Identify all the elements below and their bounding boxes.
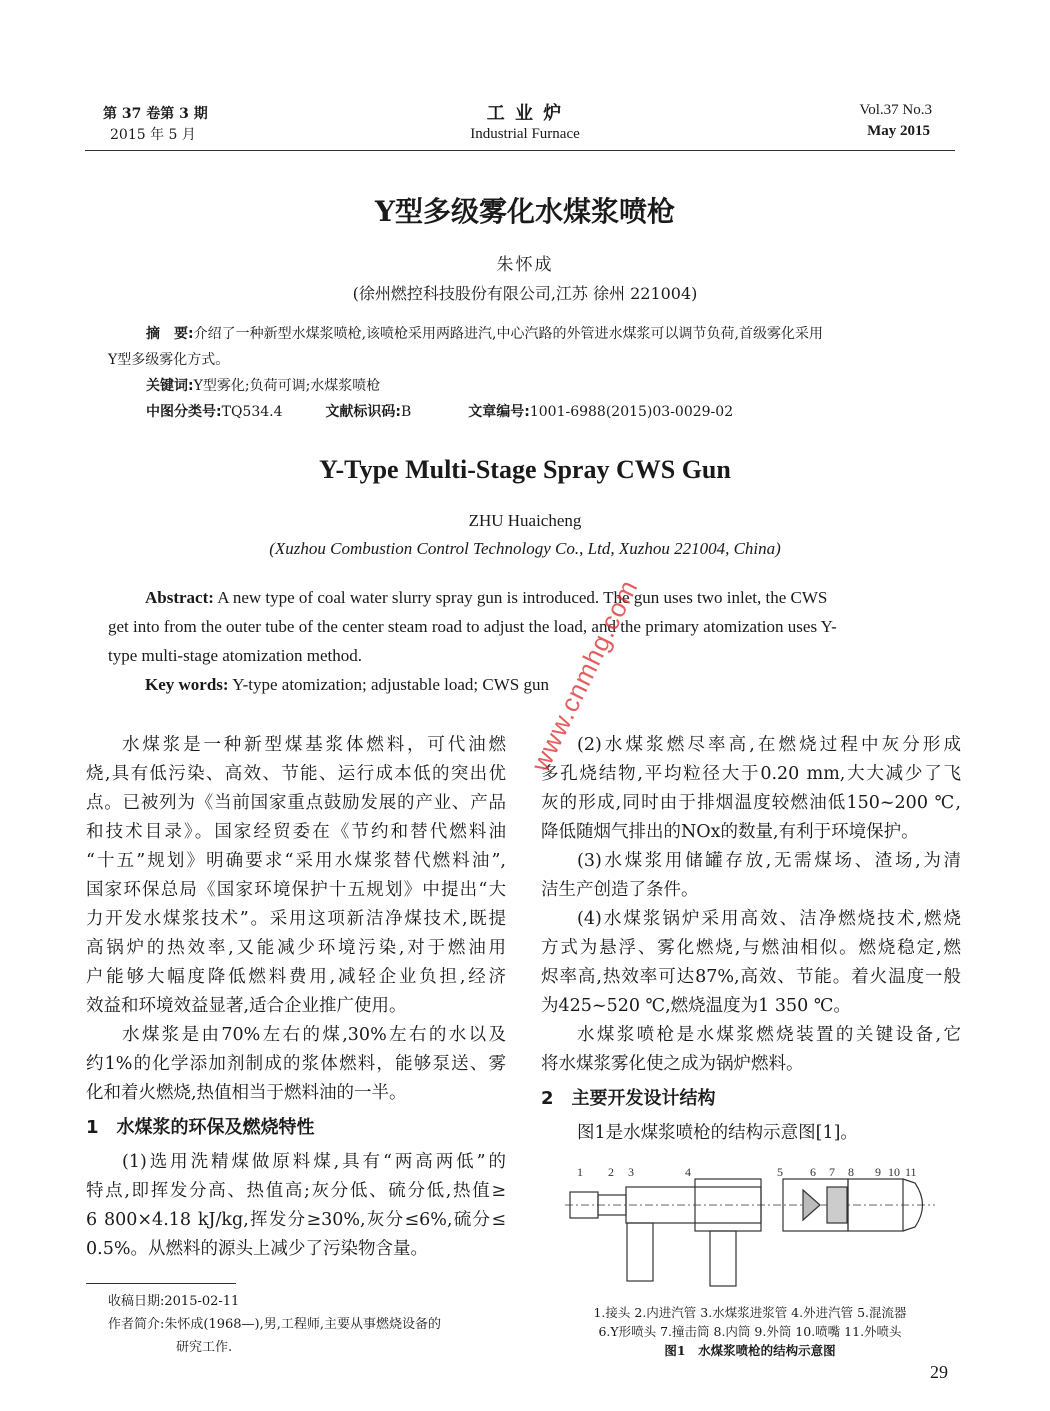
abstract-en [108,583,938,699]
text-line: “十五”规划》明确要求“采用水煤浆替代燃料油”, [86,851,506,871]
figure-spray-gun-diagram [565,1165,935,1305]
figure-part-label: 9 [875,1165,881,1179]
text-line: 户能够大幅度降低燃料费用,减轻企业负担,经济 [86,967,506,987]
figure-legend-line-1: 1.接头 2.内进汽管 3.水煤浆进浆管 4.外进汽管 5.混流器 [593,1305,907,1320]
abstract-label: 摘 要: [146,326,194,342]
figure-part-label: 2 [608,1165,614,1179]
text-line: 高锅炉的热效率,又能减少环境污染,对于燃油用 [86,938,506,958]
text-line: (1)选用洗精煤做原料煤,具有“两高两低”的 [122,1152,506,1172]
text-line: 洁生产创造了条件。 [541,880,699,900]
left-column [86,731,506,1264]
abstract-en-label: Abstract: [145,588,214,607]
figure-legend [545,1303,955,1360]
text-line: 特点,即挥发分高、热值高;灰分低、硫分低,热值≥ [86,1181,506,1201]
text-line: 和技术目录》。国家经贸委在《节约和替代燃料油 [86,822,506,842]
text-line: 国家环保总局《国家环境保护十五规划》中提出“大 [86,880,506,900]
author-bio-label: 作者简介: [108,1317,165,1332]
abstract-text-2: Y型多级雾化方式。 [108,352,230,368]
figure-part-label: 3 [628,1165,634,1179]
text-line: (2)水煤浆燃尽率高,在燃烧过程中灰分形成 [577,735,961,755]
text-line: 烧,具有低污染、高效、节能、运行成本低的突出优 [86,764,506,784]
abstract-en-line: get into from the outer tube of the center steam road to adjust the load, and the primary atomization uses Y- [108,617,837,636]
author-cn: 朱怀成 [496,255,554,275]
text-line: 将水煤浆雾化使之成为锅炉燃料。 [541,1054,804,1074]
figure-part-label: 7 [829,1165,835,1179]
text-line: 6 800×4.18 kJ/kg,挥发分≥30%,灰分≤6%,硫分≤ [86,1210,506,1230]
author-en: ZHU Huaicheng [468,511,582,530]
header-date-cn: 2015 年 5 月 [110,127,196,143]
figure-part-label: 5 [777,1165,783,1179]
title-en: Y-Type Multi-Stage Spray CWS Gun [319,455,731,484]
header-volume-cn: 第 37 卷第 3 期 [103,106,208,122]
abstract-en-line: A new type of coal water slurry spray gun is introduced. The gun uses two inlet, the CWS [213,588,828,607]
header-date-en: May 2015 [867,123,930,139]
figure-part-label: 4 [685,1165,691,1179]
header-rule [85,150,955,151]
text-line: 水煤浆是由70%左右的煤,30%左右的水以及 [122,1025,506,1045]
text-line: 水煤浆是一种新型煤基浆体燃料，可代油燃 [122,735,506,755]
author-bio-2: 研究工作. [176,1340,233,1355]
text-line: 方式为悬浮、雾化燃烧,与燃油相似。燃烧稳定,燃 [541,938,961,958]
affiliation-cn: (徐州燃控科技股份有限公司,江苏 徐州 221004) [352,284,698,303]
clc-value: TQ534.4 [221,404,283,420]
text-line: 烬率高,热效率可达87%,高效、节能。着火温度一般 [541,967,961,987]
text-line: 多孔烧结物,平均粒径大于0.20 mm,大大减少了飞 [541,764,961,784]
text-line: 水煤浆喷枪是水煤浆燃烧装置的关键设备,它 [577,1025,961,1045]
text-line: 约1%的化学添加剂制成的浆体燃料，能够泵送、雾 [86,1054,506,1074]
footnote-rule [86,1283,236,1284]
figure-part-label: 11 [905,1165,917,1179]
doc-code-value: B [401,404,412,420]
doc-code-label: 文献标识码: [325,404,402,420]
watermark: www.cnmhg.com [524,574,644,777]
text-line: 力开发水煤浆技术”。采用这项新洁净煤技术,既提 [86,909,506,929]
abstract-en-line: type multi-stage atomization method. [108,646,362,665]
text-line: 点。已被列为《当前国家重点鼓励发展的产业、产品 [86,793,506,813]
figure-part-label: 1 [577,1165,583,1179]
header-journal-cn: 工 业 炉 [486,103,564,124]
text-line: 效益和环境效益显著,适合企业推广使用。 [86,996,407,1016]
abstract-text: 介绍了一种新型水煤浆喷枪,该喷枪采用两路进汽,中心汽路的外管进水煤浆可以调节负荷,首级雾化采用 [193,326,823,342]
clc-label: 中图分类号: [146,404,222,420]
text-line: 降低随烟气排出的NOx的数量,有利于环境保护。 [541,822,919,842]
figure-legend-line-2: 6.Y形喷头 7.撞击筒 8.内筒 9.外筒 10.喷嘴 11.外喷头 [598,1324,902,1339]
figure-part-label: 8 [848,1165,854,1179]
header-volume-en: Vol.37 No.3 [859,102,932,118]
header-journal-en: Industrial Furnace [470,126,580,142]
article-no-label: 文章编号: [468,404,530,420]
page-number: 29 [930,1362,948,1382]
affiliation-en: (Xuzhou Combustion Control Technology Co., Ltd, Xuzhou 221004, China) [269,539,781,558]
text-line: 化和着火燃烧,热值相当于燃料油的一半。 [86,1083,407,1103]
received-date: 收稿日期:2015-02-11 [108,1294,240,1309]
text-line: 图1是水煤浆喷枪的结构示意图[1]。 [577,1123,858,1143]
footnotes [108,1290,508,1359]
section-heading: 1 水煤浆的环保及燃烧特性 [86,1117,315,1138]
text-line: 0.5%。从燃料的源头上减少了污染物含量。 [86,1239,428,1259]
article-no-value: 1001-6988(2015)03-0029-02 [529,404,734,420]
keywords-cn: Y型雾化;负荷可调;水煤浆喷枪 [193,378,381,394]
keywords-en: Y-type atomization; adjustable load; CWS gun [228,675,549,694]
text-line: (4)水煤浆锅炉采用高效、洁净燃烧技术,燃烧 [577,909,961,929]
keywords-en-label: Key words: [145,675,229,694]
text-line: 灰的形成,同时由于排烟温度较燃油低150~200 ℃, [541,793,961,813]
right-column [541,731,961,1148]
keywords-label: 关键词: [146,378,194,394]
abstract-cn [108,321,938,425]
figure-part-label: 6 [810,1165,816,1179]
title-cn: Y型多级雾化水煤浆喷枪 [375,195,675,228]
text-line: 为425~520 ℃,燃烧温度为1 350 ℃。 [541,996,851,1016]
author-bio: 朱怀成(1968—),男,工程师,主要从事燃烧设备的 [164,1317,442,1332]
figure-caption: 图1 水煤浆喷枪的结构示意图 [664,1343,836,1358]
text-line: (3)水煤浆用储罐存放,无需煤场、渣场,为清 [577,851,961,871]
figure-part-label: 10 [888,1165,900,1179]
section-heading: 2 主要开发设计结构 [541,1088,716,1109]
